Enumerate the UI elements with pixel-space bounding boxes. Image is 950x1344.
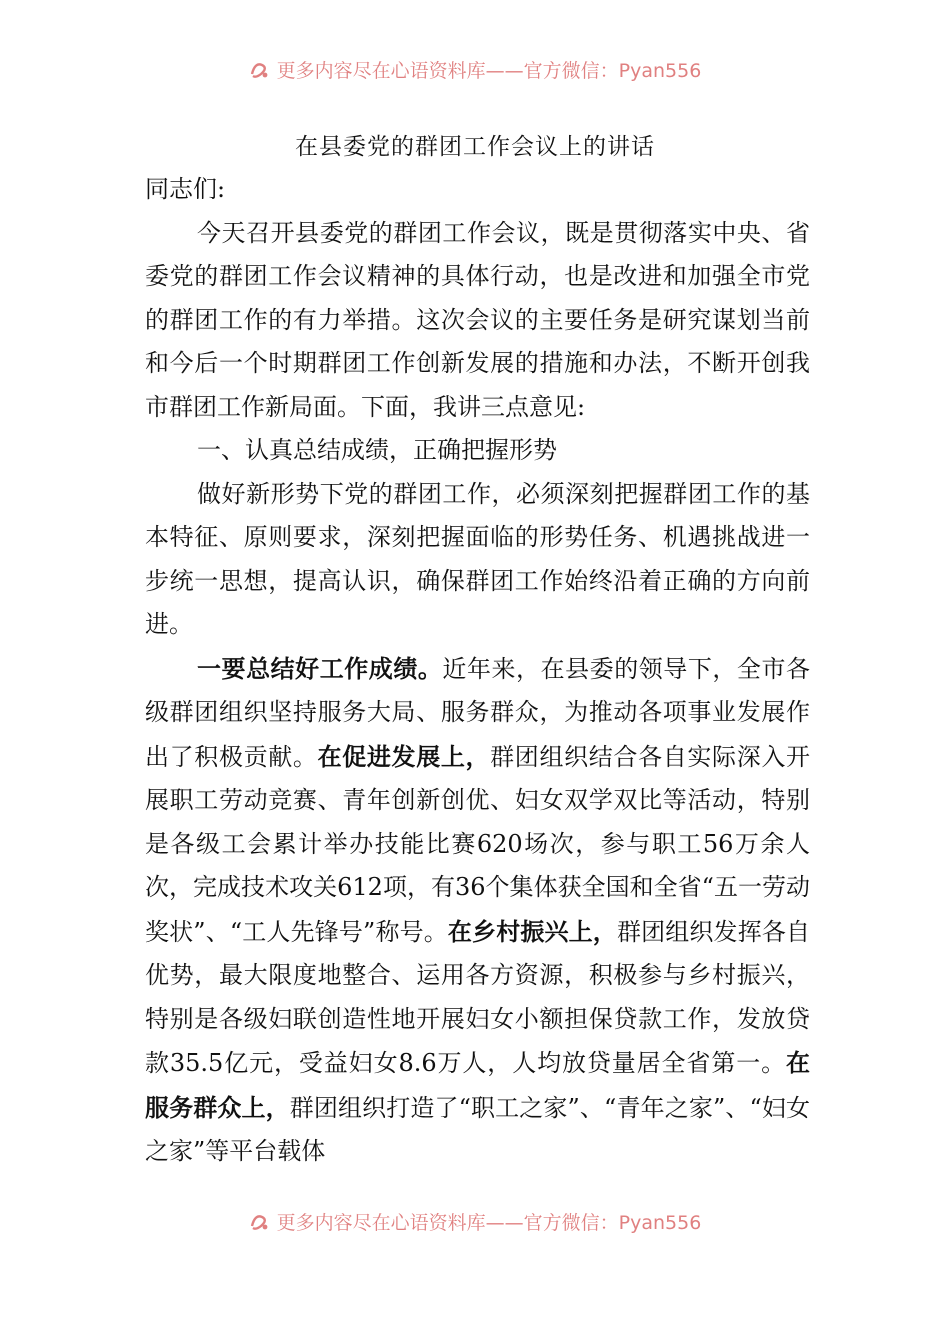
document-body: [145, 168, 810, 1174]
brand-logo-icon: [249, 60, 271, 80]
paragraph-achievements: [145, 647, 810, 1174]
bold-subhead-service: 在服务群众上，: [145, 1048, 810, 1122]
text-segment: 群团组织发挥各自优势，最大限度地整合、运用各方资源，积极参与乡村振兴，特别是各级妇联创造性地开展妇女小额担保贷款工作，发放贷款35.5亿元，受益妇女8.6万人，人均放贷量居全省第一。: [145, 917, 810, 1077]
salutation: 同志们:: [145, 175, 226, 203]
paragraph-situation: 做好新形势下党的群团工作，必须深刻把握群团工作的基本特征、原则要求，深刻把握面临的形势任务、机遇挑战进一步统一思想，提高认识，确保群团工作始终沿着正确的方向前进。: [145, 479, 810, 638]
text-segment: 近年来，在县委的领导下，全市各级群团组织坚持服务大局、服务群众，为推动各项事业发展作出了积极贡献。: [145, 654, 811, 771]
text-segment: 群团组织结合各自实际深入开展职工劳动竞赛、青年创新创优、妇女双学双比等活动，特别是各级工会累计举办技能比赛620场次，参与职工56万余人次，完成技术攻关612项，有36个集体获全国和全省“五一劳动奖状”、“工人先锋号”称号。: [145, 742, 811, 946]
watermark-text: 更多内容尽在心语资料库——官方微信：Pyan556: [276, 1212, 702, 1234]
bold-subhead-rural: 在乡村振兴上，: [447, 916, 617, 946]
paragraph-intro: 今天召开县委党的群团工作会议，既是贯彻落实中央、省委党的群团工作会议精神的具体行动，也是改进和加强全市党的群团工作的有力举措。这次会议的主要任务是研究谋划当前和今后一个时期群团工作创新发展的措施和办法，不断开创我市群团工作新局面。下面，我讲三点意见:: [145, 218, 810, 421]
bold-subhead-development: 在促进发展上，: [317, 741, 491, 771]
watermark-bottom: [0, 1208, 950, 1238]
section-heading: 一、认真总结成绩，正确把握形势: [197, 436, 557, 464]
bold-lead: 一要总结好工作成绩。: [197, 653, 443, 683]
watermark-text: 更多内容尽在心语资料库——官方微信：Pyan556: [276, 60, 702, 82]
page-title: 在县委党的群团工作会议上的讲话: [295, 134, 655, 160]
brand-logo-icon: [249, 1212, 271, 1232]
watermark-top: [0, 56, 950, 86]
text-segment: 群团组织打造了“职工之家”、“青年之家”、“妇女之家”等平台载体: [145, 1093, 810, 1165]
